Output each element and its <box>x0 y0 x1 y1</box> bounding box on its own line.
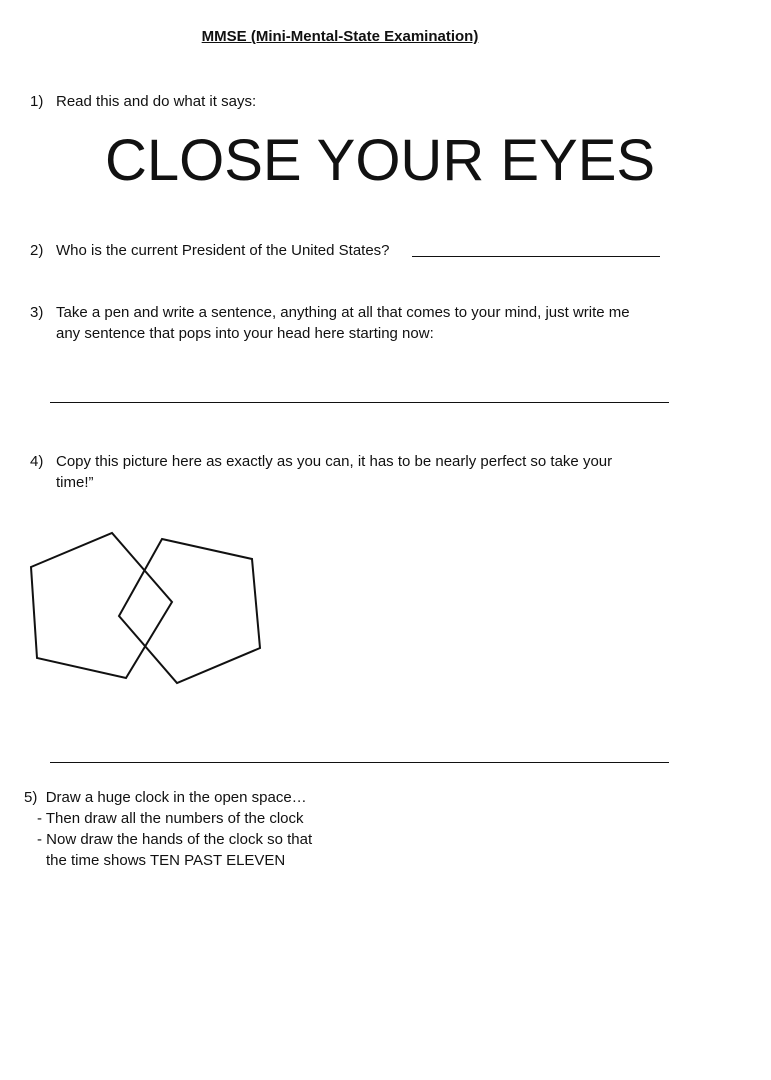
answer-line-sentence[interactable] <box>50 402 669 403</box>
question-text-line-2: any sentence that pops into your head here starting now: <box>56 325 434 342</box>
question-5-line-1 <box>24 787 424 808</box>
question-text-line-1: Copy this picture here as exactly as you can, it has to be nearly perfect so take your <box>56 453 613 470</box>
question-5-line-4: the time shows TEN PAST ELEVEN <box>46 852 286 869</box>
question-number: 3) <box>30 304 44 321</box>
question-number: 2) <box>30 242 44 259</box>
left-pentagon <box>31 533 172 678</box>
answer-line-president[interactable] <box>412 256 660 257</box>
question-2 <box>30 240 750 261</box>
question-text: Who is the current President of the United States? <box>56 242 390 259</box>
question-text: Draw a huge clock in the open space… <box>45 789 307 806</box>
question-5-line-2: - Then draw all the numbers of the clock <box>37 810 304 827</box>
page-title: MMSE (Mini-Mental-State Examination) <box>201 28 479 45</box>
question-text-line-1: Take a pen and write a sentence, anything at all that comes to your mind, just write me <box>56 304 630 321</box>
question-number: 5) <box>24 789 38 806</box>
question-3 <box>30 302 750 344</box>
question-number: 4) <box>30 453 44 470</box>
question-number: 1) <box>30 93 44 110</box>
question-1 <box>30 91 730 112</box>
close-your-eyes-instruction: CLOSE YOUR EYES <box>104 128 656 193</box>
drawing-area-divider <box>50 762 669 763</box>
question-4 <box>30 451 750 493</box>
clock-drawing-area[interactable] <box>20 880 750 1070</box>
intersecting-pentagons-figure <box>0 520 280 700</box>
question-text-line-2: time!” <box>56 474 94 491</box>
question-5-line-3: - Now draw the hands of the clock so that <box>37 831 313 848</box>
right-pentagon <box>119 539 260 683</box>
question-5 <box>24 787 424 871</box>
question-text: Read this and do what it says: <box>56 93 257 110</box>
